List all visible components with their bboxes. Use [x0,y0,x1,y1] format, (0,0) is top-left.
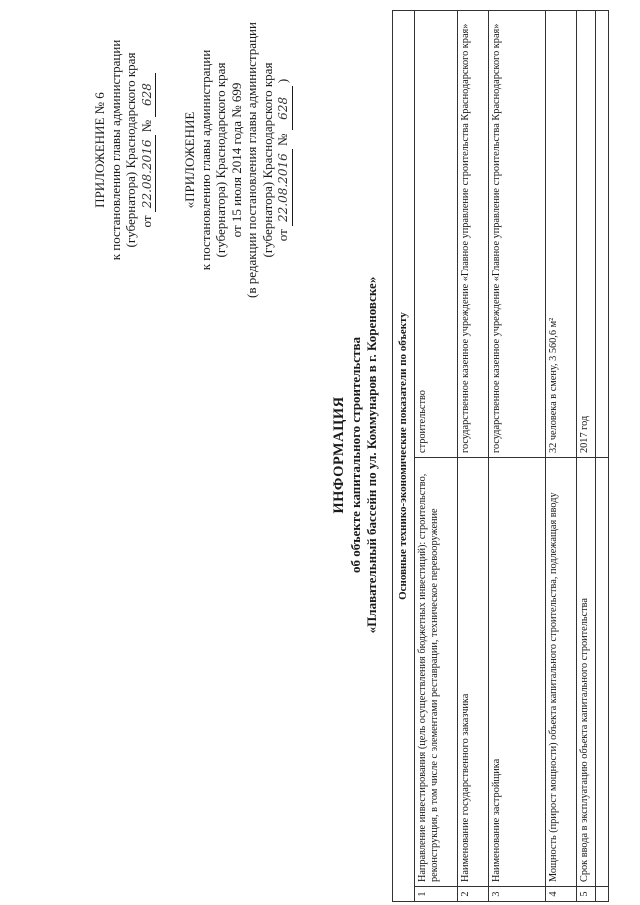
indicator-name: Наименование государственного заказчика [457,458,488,887]
row-number: 4 [545,887,576,902]
original-appendix-number: 628 [276,86,293,130]
empty-cell [595,887,608,902]
appendix-line-1: к постановлению главы администрации [107,39,123,261]
empty-cell [595,458,608,887]
table-row [488,11,545,902]
indicator-value: государственное казенное учреждение «Главное управление строительства Краснодарского края» [457,11,488,458]
indicator-name: Мощность (прирост мощности) объекта капитального строительства, подлежащая вводу [545,458,576,887]
indicator-value: строительство [414,11,457,458]
table-header-row [393,11,415,902]
original-appendix-line-1: к постановлению главы администрации [197,49,213,271]
appendix-date-line [139,25,157,275]
indicator-name: Срок ввода в эксплуатацию объекта капитального строительства [576,458,595,887]
original-appendix-date: 22.08.2016 [276,149,293,226]
original-appendix-date-line [275,15,293,305]
original-appendix-line-3: от 15 июля 2014 года № 699 [228,82,244,238]
indicator-value: 2017 год [576,11,595,458]
row-number: 2 [457,887,488,902]
original-appendix-number-label: № [275,133,290,147]
table-row-empty [595,11,608,902]
original-appendix-line-2: (губернатора) Краснодарского края [213,62,228,258]
table-row [457,11,488,902]
object-name: «Плавательный бассейн по ул. Коммунаров в г. Кореновске» [364,276,379,634]
original-appendix-header [182,15,293,305]
indicator-name: Направление инвестирования (цель осуществления бюджетных инвестиций): строительство, реконструкция, в том числе с элементами реставрации, техническое перевооружение [414,458,457,887]
appendix-date: 22.08.2016 [140,135,157,212]
appendix-heading: ПРИЛОЖЕНИЕ № 6 [92,92,107,208]
row-number: 3 [488,887,545,902]
table-header: Основные технико-экономические показатели по объекту [393,11,415,902]
indicators-table [392,10,609,902]
document-title-block [330,105,380,805]
empty-cell [595,11,608,458]
table-row [545,11,576,902]
row-number: 1 [414,887,457,902]
original-appendix-from-label: от [275,229,290,242]
appendix-number: 628 [140,73,157,117]
document-title: ИНФОРМАЦИЯ [331,396,347,514]
document-subtitle: об объекте капитального строительства [348,337,363,573]
row-number: 5 [576,887,595,902]
appendix-from-label: от [138,215,154,228]
table-row [576,11,595,902]
appendix-number-label: № [138,119,154,133]
indicator-name: Наименование застройщика [488,458,545,887]
original-appendix-line-5: (губернатора) Краснодарского края [259,62,275,258]
original-appendix-line-4: (в редакции постановления главы администрации [244,22,259,298]
original-appendix-heading: «ПРИЛОЖЕНИЕ [182,111,197,209]
indicator-value: государственное казенное учреждение «Главное управление строительства Краснодарского края» [488,11,545,458]
original-appendix-closing: ) [275,78,290,84]
appendix-header [92,25,156,275]
appendix-line-2: (губернатора) Краснодарского края [123,52,138,248]
table-row [414,11,457,902]
indicator-value: 32 человека в смену, 3 560,6 м² [545,11,576,458]
